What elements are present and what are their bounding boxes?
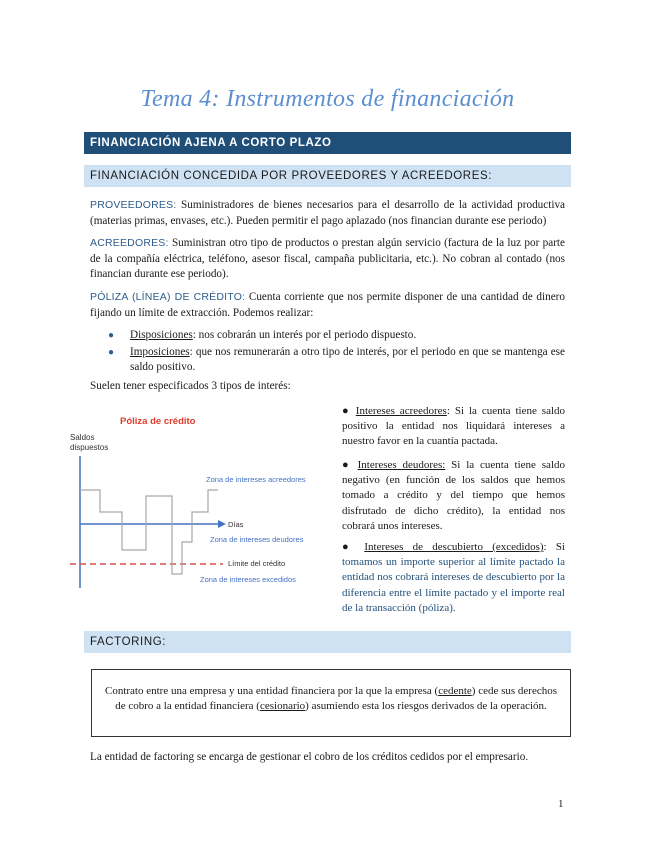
paragraph-proveedores: [90, 198, 565, 229]
credit-line-figure: [66, 410, 336, 590]
box-text-post: ) asumiendo esta los riesgos derivados de la operación.: [305, 699, 547, 712]
box-term-cesionario: cesionario: [259, 699, 306, 712]
box-term-cedente: cedente: [438, 685, 472, 697]
factoring-closing: La entidad de factoring se encarga de gestionar el cobro de los créditos cedidos por el empresario.: [90, 751, 529, 763]
bullet-text: : nos cobrarán un interés por el periodo dispuesto.: [192, 329, 417, 341]
text-proveedores: Suministradores de bienes necesarios para el desarrollo de la actividad productiva (materias primas, envases, etc.). Pueden permitir el pago aplazado (nos financian durante ese periodo): [90, 199, 566, 227]
label-zone-deudores: Zona de intereses deudores: [210, 535, 304, 544]
factoring-definition-box: [91, 669, 571, 737]
text-intereses-descubierto-1: : Si: [543, 541, 565, 553]
subheading-factoring: FACTORING:: [84, 631, 571, 653]
figure-ylabel-1: Saldos: [70, 433, 95, 442]
label-zone-excedidos: Zona de intereses excedidos: [200, 575, 296, 584]
figure-title: Póliza de crédito: [120, 416, 196, 427]
label-dias: Días: [228, 520, 244, 529]
bullet-term: Disposiciones: [130, 329, 193, 341]
bullet-text: : que nos remunerarán a otro tipo de interés, por el periodo en que se mantenga ese saldo positivo.: [130, 345, 565, 373]
interest-deudores: ● Intereses deudores: Si la cuenta tiene saldo negativo (en función de los saldos que hemos tomado a crédito y del tiempo que hemos disfrutado de dicho crédito), la entidad nos cobrará unos intereses.: [342, 459, 565, 532]
box-text-mid: ) cede sus derechos de cobro a la entidad financiera (: [115, 685, 558, 712]
bullet-icon: ●: [108, 346, 115, 358]
subheading-proveedores-acreedores: FINANCIACIÓN CONCEDIDA POR PROVEEDORES Y ACREEDORES:: [84, 165, 571, 187]
box-text-pre: Contrato entre una empresa y una entidad financiera por la que la empresa (: [104, 685, 439, 697]
bullet-term: Imposiciones: [130, 345, 190, 358]
page-number: 1: [558, 798, 564, 810]
paragraph-acreedores: [90, 236, 565, 283]
section-heading-financiacion-ajena: FINANCIACIÓN AJENA A CORTO PLAZO: [84, 132, 571, 154]
figure-ylabel-2: dispuestos: [70, 443, 109, 452]
term-acreedores: ACREEDORES:: [90, 237, 169, 249]
term-poliza: PÓLIZA (LÍNEA) DE CRÉDITO:: [90, 291, 246, 303]
text-poliza: Cuenta corriente que nos permite disponer de una cantidad de dinero fijando un límite de extracción. Podemos realizar:: [90, 291, 565, 319]
list-item: [108, 345, 565, 376]
days-arrow-icon: [218, 520, 226, 528]
text-intereses-deudores: Si la cuenta tiene saldo negativo (en función de los saldos que hemos tomado a crédito y del tiempo que hemos disfrutado de dicho crédito), la entidad nos cobrará unos intereses.: [342, 459, 565, 532]
bullet-list: [108, 328, 565, 377]
interest-acreedores: ● Intereses acreedores: Si la cuenta tiene saldo positivo la entidad nos liquidará intereses a nuestro favor en la cuantía pactada.: [342, 405, 566, 448]
text-intereses-descubierto-2: tomamos un importe superior al límite pactado la entidad nos cobrará intereses de descubierto por la diferencia entre el límite pactado y el importe real de la transacción (póliza).: [342, 556, 565, 614]
term-intereses-acreedores: Intereses acreedores: [355, 405, 447, 417]
label-limite: Límite del crédito: [228, 559, 286, 568]
label-zone-acreedores: Zona de intereses acreedores: [206, 475, 306, 484]
interest-descubierto: ● Intereses de descubierto (excedidos): Si tomamos un importe superior al límite pactado la entidad nos cobrará intereses de descubierto por la diferencia entre el límite pactado y el importe real de la transacción (póliza).: [342, 541, 565, 614]
interest-intro: Suelen tener especificados 3 tipos de interés:: [90, 380, 291, 392]
term-intereses-deudores: Intereses deudores:: [357, 459, 446, 471]
text-intereses-acreedores: : Si la cuenta tiene saldo positivo la entidad nos liquidará intereses a nuestro favor en la cuantía pactada.: [342, 405, 566, 448]
bullet-icon: ●: [108, 330, 115, 341]
text-acreedores: Suministran otro tipo de productos o prestan algún servicio (factura de la luz por parte de la compañía eléctrica, teléfono, asesor fiscal, campaña publicitaria, etc.). No cobran al contado (nos financian durante ese periodo).: [90, 237, 565, 280]
balance-line: [80, 490, 218, 574]
list-item: [108, 328, 565, 344]
paragraph-poliza: [90, 290, 565, 321]
page-title: Tema 4: Instrumentos de financiación: [140, 86, 515, 112]
term-intereses-descubierto: Intereses de descubierto (excedidos): [364, 541, 544, 553]
term-proveedores: PROVEEDORES:: [90, 199, 177, 211]
